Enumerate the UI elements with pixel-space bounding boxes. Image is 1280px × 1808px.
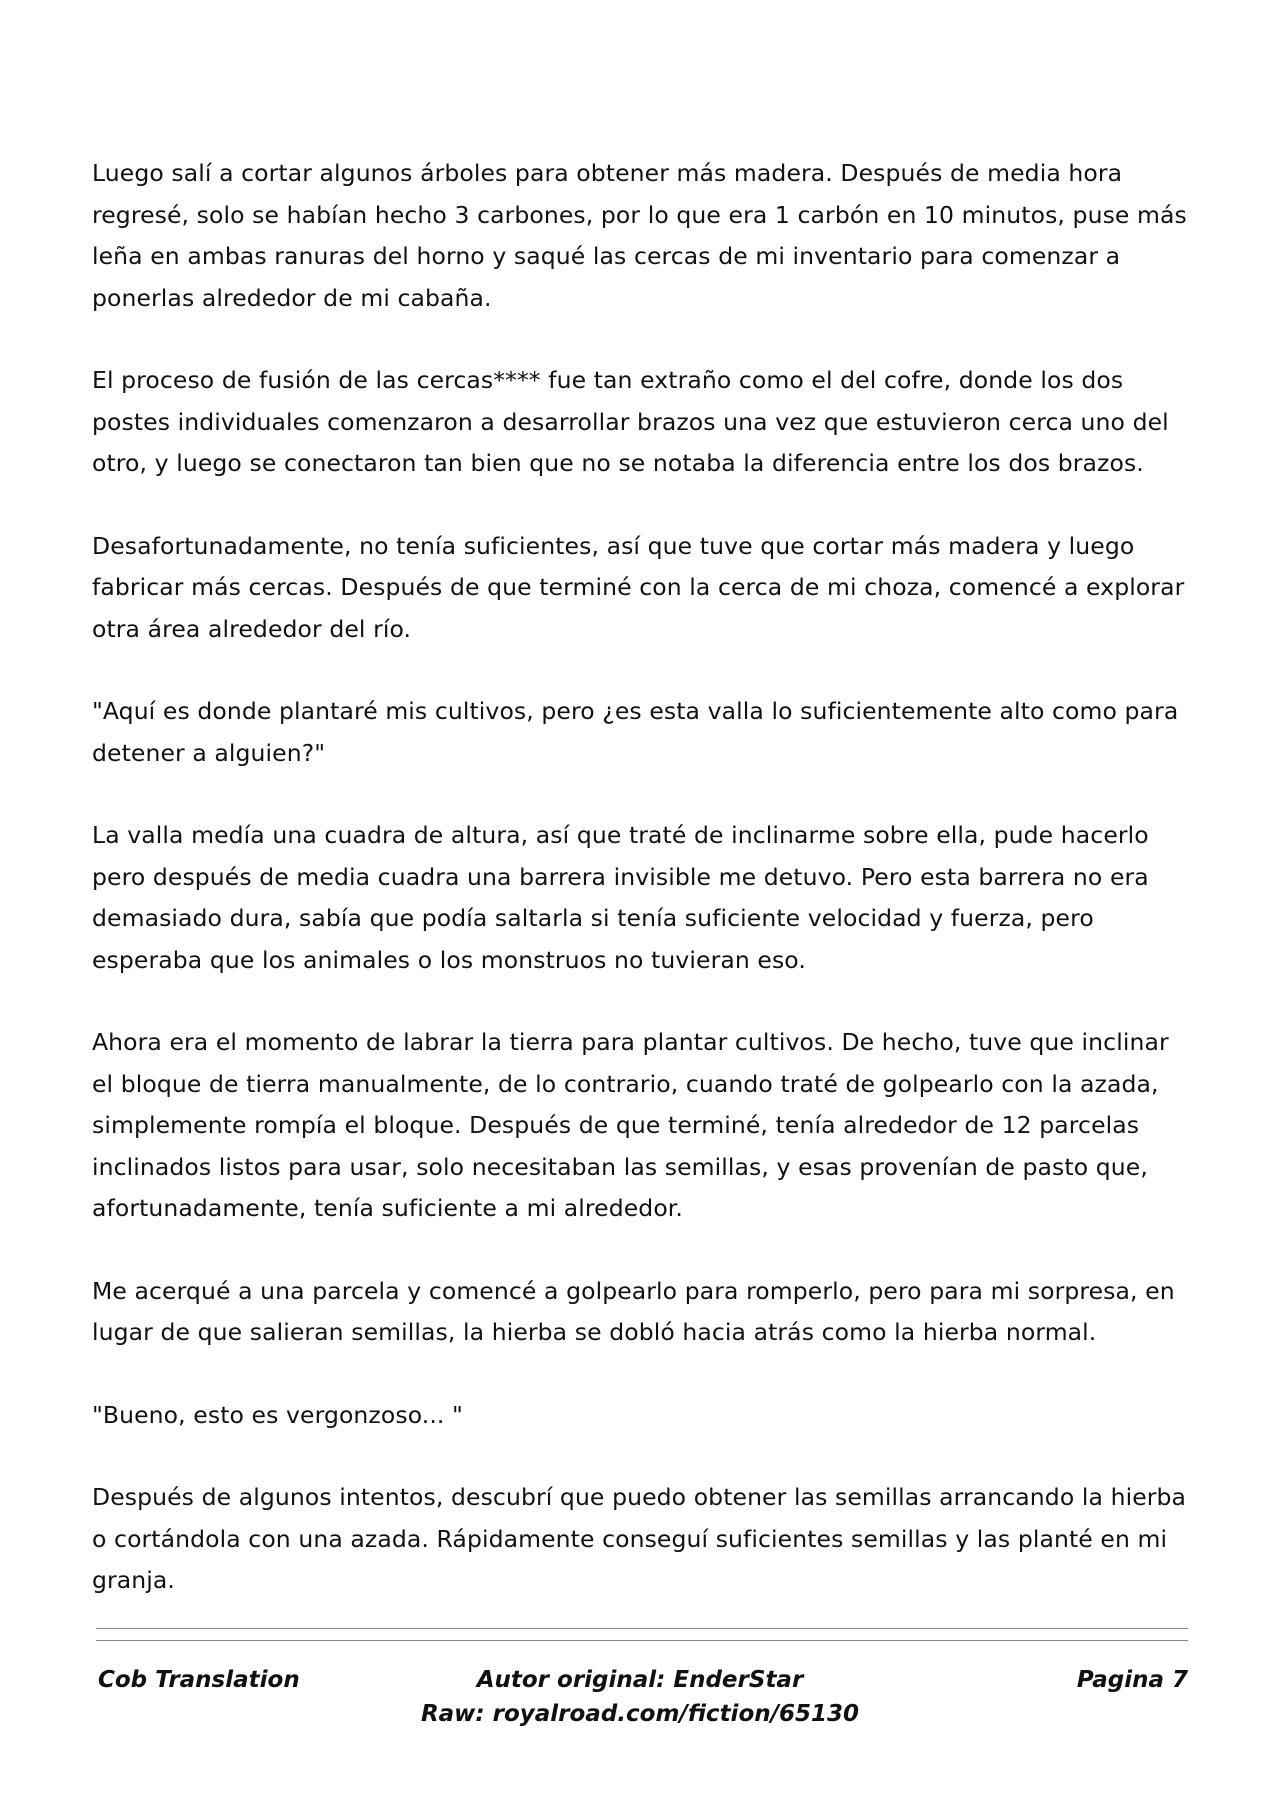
footer-page-number: Pagina 7 — [1076, 1667, 1188, 1693]
footer-divider-bottom — [96, 1640, 1188, 1641]
footer-translator: Cob Translation — [98, 1667, 300, 1693]
footer-raw-source: Raw: royalroad.com/fiction/65130 — [420, 1701, 860, 1727]
footer-author: Autor original: EnderStar — [476, 1667, 804, 1693]
paragraph-1: Luego salí a cortar algunos árboles para obtener más madera. Después de media hora regresé, solo se habían hecho 3 carbones, por lo que era 1 carbón en 10 minutos, puse más leña en ambas ranuras del horno y saqué las cercas de mi inventario para comenzar a ponerlas alrededor de mi cabaña. — [92, 159, 1187, 312]
paragraph-9: Después de algunos intentos, descubrí que puedo obtener las semillas arrancando la hierba o cortándola con una azada. Rápidamente conseguí suficientes semillas y las planté en mi granja. — [92, 1483, 1187, 1594]
footer-divider-top — [96, 1628, 1188, 1629]
paragraph-4: "Aquí es donde plantaré mis cultivos, pero ¿es esta valla lo suficientemente alto como para detener a alguien?" — [92, 697, 1179, 767]
paragraph-8: "Bueno, esto es vergonzoso... " — [92, 1400, 463, 1429]
paragraph-5: La valla medía una cuadra de altura, así que traté de inclinarme sobre ella, pude hacerlo pero después de media cuadra una barrera invisible me detuvo. Pero esta barrera no era demasiado dura, sabía que podía saltarla si tenía suficiente velocidad y fuerza, pero esperaba que los animales o los monstruos no tuvieran eso. — [92, 821, 1149, 974]
paragraph-7: Me acerqué a una parcela y comencé a golpearlo para romperlo, pero para mi sorpresa, en lugar de que salieran semillas, la hierba se dobló hacia atrás como la hierba normal. — [92, 1276, 1175, 1346]
paragraph-3: Desafortunadamente, no tenía suficientes, así que tuve que cortar más madera y luego fabricar más cercas. Después de que terminé con la cerca de mi choza, comencé a explorar otra área alrededor del río. — [92, 531, 1185, 643]
body-text — [92, 153, 1192, 1643]
paragraph-6: Ahora era el momento de labrar la tierra para plantar cultivos. De hecho, tuve que inclinar el bloque de tierra manualmente, de lo contrario, cuando traté de golpearlo con la azada, simplemente rompía el bloque. Después de que terminé, tenía alrededor de 12 parcelas inclinados listos para usar, solo necesitaban las semillas, y esas provenían de pasto que, afortunadamente, tenía suficiente a mi alrededor. — [92, 1028, 1169, 1222]
paragraph-2: El proceso de fusión de las cercas**** fue tan extraño como el del cofre, donde los dos postes individuales comenzaron a desarrollar brazos una vez que estuvieron cerca uno del otro, y luego se conectaron tan bien que no se notaba la diferencia entre los dos brazos. — [92, 366, 1169, 477]
